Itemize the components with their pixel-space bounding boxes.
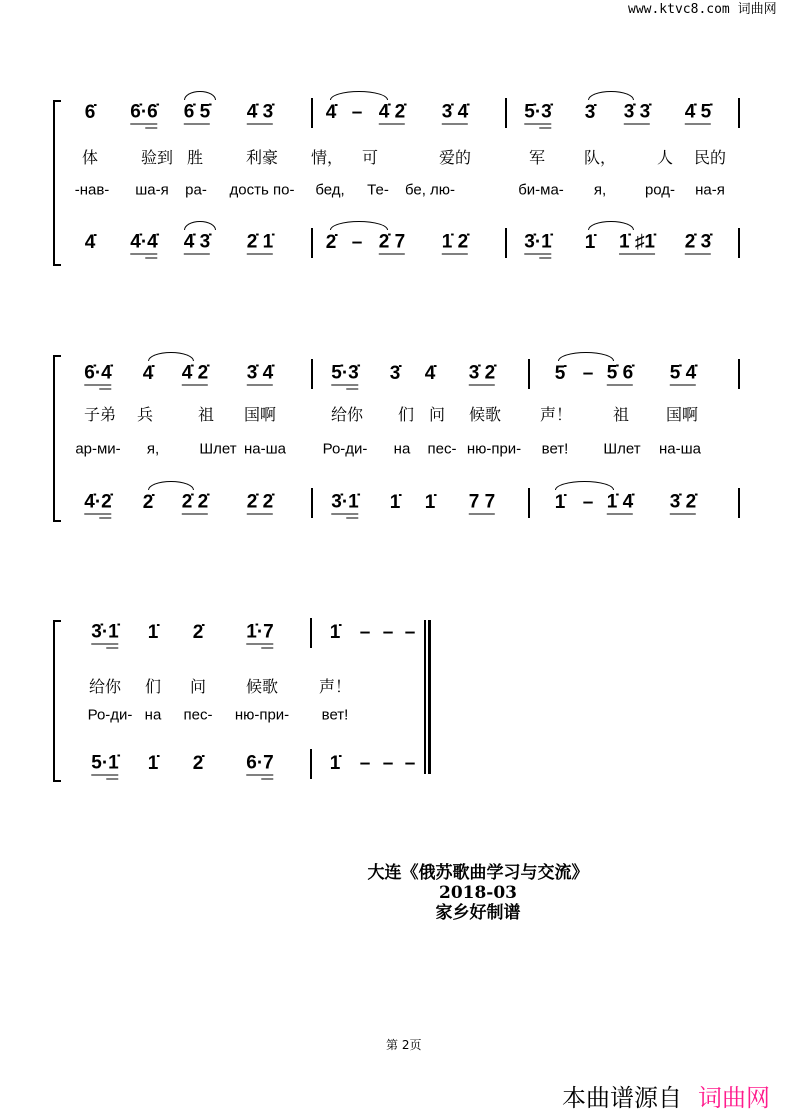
lyric-russian: на-ша [244, 440, 286, 458]
bar-line [311, 488, 313, 518]
lyric-russian: Те- [367, 181, 389, 199]
credit-title: 大连《俄苏歌曲学习与交流》 [367, 863, 589, 883]
upper-note: 5̇ [554, 363, 566, 384]
system-bracket [53, 355, 61, 522]
lower-note: 6·7 [246, 753, 273, 776]
bar-line [738, 488, 740, 518]
lyric-russian: вет! [541, 440, 569, 458]
lyric-chinese: 们 [144, 677, 162, 696]
lyric-chinese: 体 [81, 148, 99, 167]
bar-line [738, 228, 740, 258]
upper-note: – [359, 622, 371, 643]
tie-slur [588, 91, 634, 100]
tie-slur [588, 221, 634, 230]
lyric-russian: Ро-ди- [87, 706, 133, 724]
lyric-russian: ню-при- [466, 440, 522, 458]
bar-line [505, 228, 507, 258]
upper-note: 5̇ 6̇ [606, 362, 634, 384]
upper-note: – [382, 622, 394, 643]
lyric-chinese: 声！ [318, 677, 352, 696]
lyric-russian: Шлет [199, 440, 237, 458]
lyric-chinese: 情， [310, 148, 344, 167]
bar-line [310, 618, 312, 648]
lower-note: 5·1̇ [91, 753, 118, 776]
upper-note: 5̇ 4̇ [669, 362, 697, 384]
lyric-chinese: 祖 [197, 405, 215, 424]
upper-note: 4̇ 5̇ [684, 101, 712, 123]
lyric-russian: пес- [427, 440, 457, 458]
lyric-chinese: 声！ [539, 405, 573, 424]
bar-line [311, 228, 313, 258]
lyric-chinese: 可 [361, 148, 379, 167]
upper-note: 6̇ 5̇ [183, 101, 211, 123]
sixteenth-beam [106, 778, 118, 780]
sixteenth-beam [539, 127, 551, 129]
lyric-chinese: 祖 [612, 405, 630, 424]
lower-note: 4̇ 3̇ [183, 231, 211, 253]
lyric-russian: род- [644, 181, 676, 199]
sixteenth-beam [99, 388, 111, 390]
upper-note: – [351, 102, 363, 123]
lower-note: 1̇ [389, 492, 401, 513]
lyric-chinese: 候歌 [245, 677, 279, 696]
lyric-chinese: 国啊 [665, 405, 699, 424]
lower-note: – [359, 753, 371, 774]
lower-note: 2̇ [142, 492, 154, 513]
upper-note: 3̇ 4̇ [246, 362, 274, 384]
lower-note: 1̇ [147, 753, 159, 774]
upper-note: 5̇·3̇ [524, 102, 551, 125]
lyric-chinese: 利豪 [245, 148, 279, 167]
lyric-russian: ра- [185, 181, 207, 199]
upper-note: 6̇ [84, 102, 96, 123]
lyric-russian: пес- [183, 706, 213, 724]
brand-watermark: 词曲网 [698, 1084, 770, 1112]
upper-note: 6̇·6̇ [130, 102, 157, 125]
upper-note: 4̇ 2̇ [181, 362, 209, 384]
sixteenth-beam [346, 388, 358, 390]
sixteenth-beam [145, 127, 157, 129]
upper-note: 1̇·7 [246, 622, 273, 645]
lower-note: – [382, 753, 394, 774]
lower-note: 3̇ 2̇ [669, 491, 697, 513]
lower-note: 2̇ 3̇ [684, 231, 712, 253]
lower-note: 2̇ 7 [378, 231, 406, 253]
lyric-russian: бед, [315, 181, 345, 199]
tie-slur [555, 481, 614, 490]
upper-note: 1̇ [147, 622, 159, 643]
upper-note: 4̇ [142, 363, 154, 384]
lyric-chinese: 候歌 [468, 405, 502, 424]
lyric-chinese: 子弟 [83, 405, 117, 424]
final-bar-thin [424, 620, 426, 774]
lower-note: 2̇ [325, 232, 337, 253]
lower-note: 2̇ 2̇ [246, 491, 274, 513]
bar-line [311, 98, 313, 128]
lyric-chinese: 军 [528, 148, 546, 167]
bar-line [311, 359, 313, 389]
upper-note: 6̇·4̇ [84, 363, 111, 386]
upper-note: 3̇·1̇ [91, 622, 118, 645]
upper-note: 4̇ [424, 363, 436, 384]
lyric-russian: вет! [321, 706, 349, 724]
lower-note: 1̇ [424, 492, 436, 513]
site-watermark: www.ktvc8.com 词曲网 [628, 2, 777, 17]
bar-line [528, 359, 530, 389]
lyric-russian: би-ма- [518, 181, 564, 199]
tie-slur [330, 221, 388, 230]
lower-note: 1̇ ♯1̇ [619, 231, 655, 253]
upper-note: 3̇ [389, 363, 401, 384]
upper-note: 4̇ 2̇ [378, 101, 406, 123]
upper-note: 3̇ 3̇ [623, 101, 651, 123]
tie-slur [330, 91, 388, 100]
lower-note: 1̇ 2̇ [441, 231, 469, 253]
bar-line [310, 749, 312, 779]
lyric-russian: Ро-ди- [322, 440, 368, 458]
lyric-russian: Шлет [603, 440, 641, 458]
lyric-chinese: 爱的 [438, 148, 472, 167]
final-bar-thick [428, 620, 431, 774]
tie-slur [148, 481, 194, 490]
bar-line [738, 98, 740, 128]
system-bracket [53, 100, 61, 266]
lyric-russian: бе, лю- [404, 181, 456, 199]
lower-note: 1̇ [554, 492, 566, 513]
bar-line [528, 488, 530, 518]
lyric-russian: на-я [695, 181, 725, 199]
bar-line [738, 359, 740, 389]
lower-note: 1̇ [329, 753, 341, 774]
lyric-chinese: 验到 [140, 148, 174, 167]
sixteenth-beam [106, 647, 118, 649]
lower-note: – [404, 753, 416, 774]
tie-slur [148, 352, 194, 361]
lyric-russian: ню-при- [234, 706, 290, 724]
sixteenth-beam [346, 517, 358, 519]
lower-note: 2̇ 1̇ [246, 231, 274, 253]
sixteenth-beam [539, 257, 551, 259]
sixteenth-beam [99, 517, 111, 519]
upper-note: 1̇ [329, 622, 341, 643]
lyric-chinese: 给你 [330, 405, 364, 424]
sixteenth-beam [145, 257, 157, 259]
upper-note: 4̇ 3̇ [246, 101, 274, 123]
lower-note: 4̇ [84, 232, 96, 253]
lower-note: 1̇ [584, 232, 596, 253]
upper-note: 3̇ 4̇ [441, 101, 469, 123]
lyric-russian: на [393, 440, 411, 458]
upper-note: – [404, 622, 416, 643]
lyric-russian: дость по- [229, 181, 295, 199]
system-bracket [53, 620, 61, 782]
lyric-russian: ар-ми- [75, 440, 121, 458]
sixteenth-beam [261, 647, 273, 649]
lyric-chinese: 问 [428, 405, 446, 424]
upper-note: 2̇ [192, 622, 204, 643]
lower-note: – [582, 492, 594, 513]
lower-note: 3̇·1̇ [331, 492, 358, 515]
lyric-chinese: 队， [583, 148, 617, 167]
lyric-chinese: 胜 [186, 148, 204, 167]
lower-note: 4̇·2̇ [84, 492, 111, 515]
lyric-russian: я, [146, 440, 160, 458]
lyric-chinese: 问 [189, 677, 207, 696]
lyric-russian: я, [593, 181, 607, 199]
tie-slur [184, 91, 216, 100]
lyric-russian: на [144, 706, 162, 724]
lyric-chinese: 们 [397, 405, 415, 424]
upper-note: – [582, 363, 594, 384]
lower-note: – [351, 232, 363, 253]
page-number: 第 2页 [386, 1038, 422, 1052]
upper-note: 3̇ [584, 102, 596, 123]
lower-note: 1̇ 4̇ [606, 491, 634, 513]
source-watermark: 本曲谱源自 [562, 1084, 682, 1112]
lyric-chinese: 给你 [88, 677, 122, 696]
credit-date: 2018-03 [438, 883, 518, 903]
upper-note: 5̇·3̇ [331, 363, 358, 386]
lyric-chinese: 民的 [693, 148, 727, 167]
bar-line [505, 98, 507, 128]
lower-note: 3̇·1̇ [524, 232, 551, 255]
lyric-russian: на-ша [659, 440, 701, 458]
upper-note: 4̇ [325, 102, 337, 123]
lyric-russian: ша-я [135, 181, 169, 199]
lower-note: 4̇·4̇ [130, 232, 157, 255]
tie-slur [184, 221, 216, 230]
upper-note: 3̇ 2̇ [468, 362, 496, 384]
lower-note: 2̇ [192, 753, 204, 774]
sixteenth-beam [261, 778, 273, 780]
lower-note: 2̇ 2̇ [181, 491, 209, 513]
lyric-chinese: 国啊 [243, 405, 277, 424]
lower-note: 7 7 [468, 491, 496, 513]
tie-slur [558, 352, 614, 361]
lyric-russian: -нав- [74, 181, 110, 199]
credit-arranger: 家乡好制谱 [435, 903, 521, 923]
lyric-chinese: 兵 [136, 405, 154, 424]
lyric-chinese: 人 [656, 148, 674, 167]
